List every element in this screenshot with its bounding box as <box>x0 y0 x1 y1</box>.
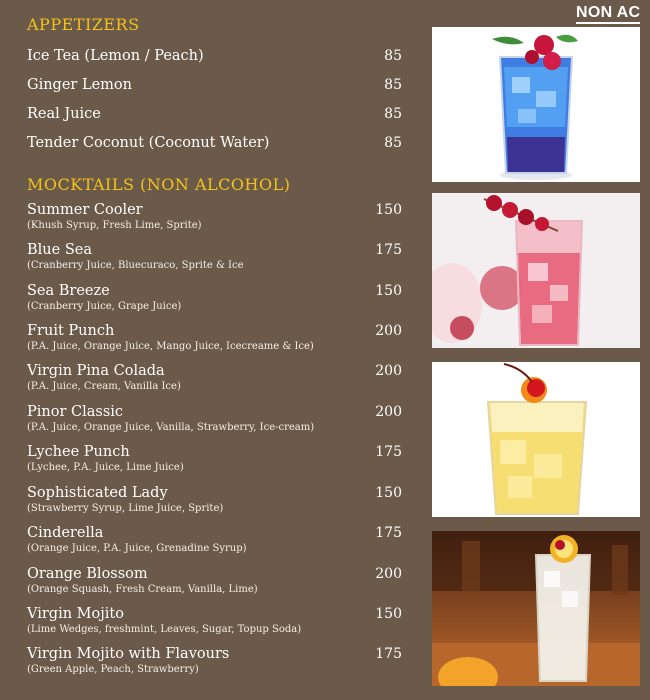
item-price: 150 <box>375 485 402 501</box>
lemonade-bar-photo <box>432 531 640 686</box>
item-description: (Lychee, P.A. Juice, Lime Juice) <box>27 462 184 473</box>
item-name: Summer Cooler <box>27 202 143 218</box>
item-name: Ginger Lemon <box>27 77 132 93</box>
item-price: 200 <box>375 404 402 420</box>
pineapple-drink-photo <box>432 362 640 517</box>
item-description: (Cranberry Juice, Bluecuraco, Sprite & Ice <box>27 260 244 271</box>
appetizers-heading: APPETIZERS <box>27 15 140 34</box>
item-price: 85 <box>384 106 402 122</box>
item-name: Real Juice <box>27 106 101 122</box>
item-name: Virgin Mojito <box>27 606 124 622</box>
item-name: Blue Sea <box>27 242 92 258</box>
item-description: (Green Apple, Peach, Strawberry) <box>27 664 199 675</box>
item-price: 200 <box>375 363 402 379</box>
item-name: Tender Coconut (Coconut Water) <box>27 135 270 151</box>
item-description: (Strawberry Syrup, Lime Juice, Sprite) <box>27 503 224 514</box>
item-name: Fruit Punch <box>27 323 115 339</box>
item-price: 150 <box>375 283 402 299</box>
item-price: 175 <box>375 525 402 541</box>
item-price: 150 <box>375 606 402 622</box>
item-name: Virgin Mojito with Flavours <box>27 646 230 662</box>
item-name: Ice Tea (Lemon / Peach) <box>27 48 204 64</box>
item-price: 85 <box>384 135 402 151</box>
item-name: Lychee Punch <box>27 444 130 460</box>
item-description: (P.A. Juice, Orange Juice, Mango Juice, Icecreame & Ice) <box>27 341 314 352</box>
item-name: Sophisticated Lady <box>27 485 168 501</box>
item-description: (Cranberry Juice, Grape Juice) <box>27 301 182 312</box>
non-ac-badge: NON AC <box>576 4 640 24</box>
cranberry-drink-photo <box>432 193 640 348</box>
item-name: Sea Breeze <box>27 283 110 299</box>
item-price: 85 <box>384 48 402 64</box>
item-price: 175 <box>375 242 402 258</box>
mocktails-heading: MOCKTAILS (NON ALCOHOL) <box>27 175 291 194</box>
item-description: (Khush Syrup, Fresh Lime, Sprite) <box>27 220 202 231</box>
item-name: Virgin Pina Colada <box>27 363 165 379</box>
item-description: (P.A. Juice, Orange Juice, Vanilla, Strawberry, Ice-cream) <box>27 422 315 433</box>
blue-drink-photo <box>432 27 640 182</box>
item-description: (P.A. Juice, Cream, Vanilla Ice) <box>27 381 181 392</box>
item-price: 150 <box>375 202 402 218</box>
item-price: 175 <box>375 444 402 460</box>
item-name: Pinor Classic <box>27 404 124 420</box>
item-price: 200 <box>375 323 402 339</box>
item-description: (Lime Wedges, freshmint, Leaves, Sugar, Topup Soda) <box>27 624 302 635</box>
item-price: 85 <box>384 77 402 93</box>
item-price: 200 <box>375 566 402 582</box>
item-price: 175 <box>375 646 402 662</box>
item-name: Orange Blossom <box>27 566 148 582</box>
item-description: (Orange Squash, Fresh Cream, Vanilla, Lime) <box>27 584 258 595</box>
item-description: (Orange Juice, P.A. Juice, Grenadine Syrup) <box>27 543 247 554</box>
item-name: Cinderella <box>27 525 104 541</box>
